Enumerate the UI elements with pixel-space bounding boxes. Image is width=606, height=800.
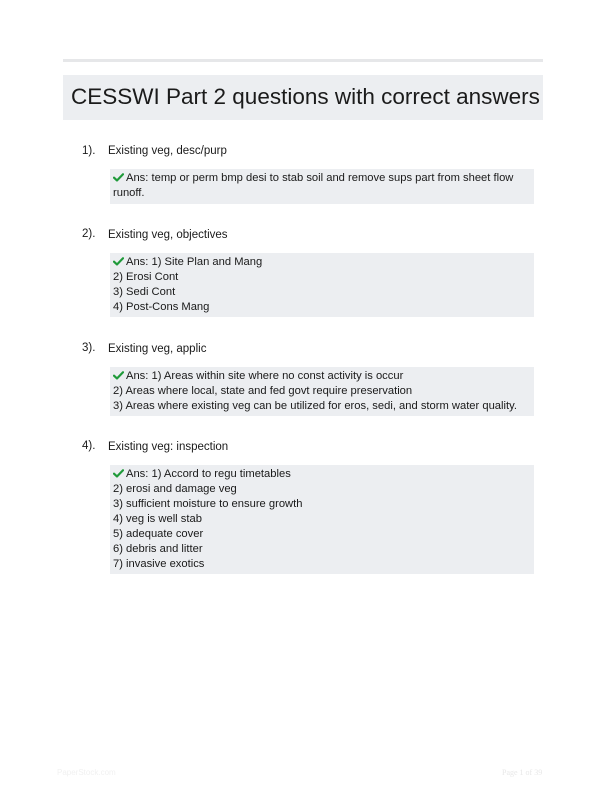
question-text: Existing veg, desc/purp [108, 145, 227, 157]
question-text: Existing veg, applic [108, 343, 207, 355]
answer-box [110, 253, 534, 317]
answer-line: 4) veg is well stab [113, 513, 202, 525]
answer-text: Ans: 1) Site Plan and Mang [126, 256, 263, 268]
page-number: Page 1 of 39 [502, 768, 543, 777]
answer-line: 3) Sedi Cont [113, 286, 176, 298]
check-icon [113, 371, 124, 380]
answer-box [110, 169, 534, 204]
answer-text: Ans: 1) Accord to regu timetables [126, 468, 291, 480]
title-banner [63, 75, 543, 120]
answer-line: 2) Erosi Cont [113, 271, 179, 283]
question-number: 2). [82, 228, 96, 240]
answer-line [113, 369, 530, 384]
answer-box [110, 367, 534, 416]
answer-line: 2) erosi and damage veg [113, 483, 237, 495]
answer-line: 7) invasive exotics [113, 558, 205, 570]
question-number: 1). [82, 145, 96, 157]
question-number: 3). [82, 342, 96, 354]
question-number: 4). [82, 440, 96, 452]
check-icon [113, 469, 124, 478]
answer-line: 2) Areas where local, state and fed govt require preservation [113, 385, 413, 397]
check-icon [113, 173, 124, 182]
answer-line: 5) adequate cover [113, 528, 204, 540]
answer-line: 6) debris and litter [113, 543, 203, 555]
answer-line [113, 171, 530, 201]
answer-line: 3) sufficient moisture to ensure growth [113, 498, 303, 510]
answer-box [110, 465, 534, 574]
answer-line: 4) Post-Cons Mang [113, 301, 210, 313]
answer-line [113, 255, 530, 270]
question-text: Existing veg, objectives [108, 229, 228, 241]
answer-line: 3) Areas where existing veg can be utilized for eros, sedi, and storm water quality. [113, 400, 517, 412]
answer-text: Ans: temp or perm bmp desi to stab soil and remove sups part from sheet flow runoff. [113, 172, 514, 199]
check-icon [113, 257, 124, 266]
answer-line [113, 467, 530, 482]
header-divider [63, 59, 543, 62]
page-title: CESSWI Part 2 questions with correct answers [71, 84, 540, 109]
footer-watermark: PaperStock.com [57, 768, 116, 777]
answer-text: Ans: 1) Areas within site where no const activity is occur [126, 370, 404, 382]
question-text: Existing veg: inspection [108, 441, 229, 453]
